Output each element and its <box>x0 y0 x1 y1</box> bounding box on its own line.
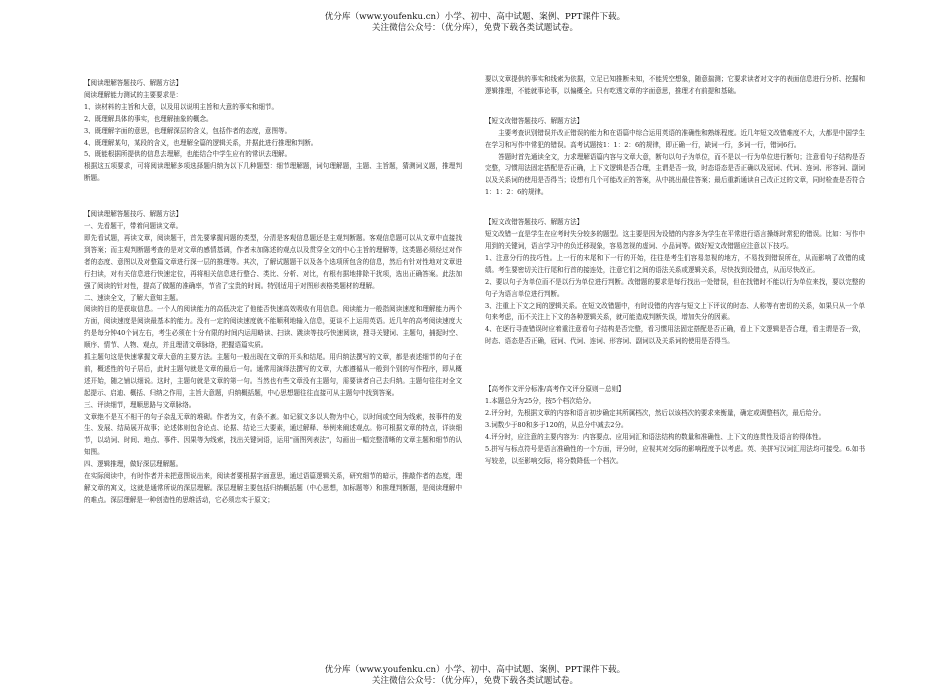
list-item: 3、注重上下文之间的逻辑关系。在短文改错题中，有时设错的内容与短文上下评议的时态、人称等有密切的关系，如果只从一个单句来考虑，而不关注上下文的各种逻辑关系，就可能造成判断失误，增加失分的因素。 <box>485 301 865 322</box>
footer-banner <box>0 665 950 687</box>
subheading: 四、逻辑推理，做好深层理解题。 <box>84 460 183 469</box>
paragraph: 答题时首先通读全文，力求理解语篇内容与文章大意，断句以句子为单位，而不是以一行为单位进行断句；注意看句子结构是否完整，习惯用法固定搭配是否正确，上下文逻辑是否合理，主谓是否一致，时态语态是否正确以及冠词、代词、连词、形容词、副词以及关系词的使用是否得当；设想有几个可能改正的答案，从中挑出最佳答案；最后重新通读自己改正过的文章，同时检查是否符合1：1：2：6的规律。 <box>485 152 865 197</box>
list-item: 4、既理解某句，某段的含义，也理解全篇的逻辑关系，并据此进行推理和判断。 <box>84 138 318 147</box>
paragraph: 文章绝不是互不相干的句子杂乱无章的堆砌。作者为文，有条不紊。如记叙文多以人物为中心，以时间或空间为线索，按事件的发生、发展、结局展开故事；论述体则包含论点、论据、结论三大要素，通过解释、举例来阐述观点。你可根据文章的特点，详读细节，以动词、时间、地点、事件、因果等为线索，找出关键词语，运用"画图列表法"，勾画出一幅完整清晰的文章主题和细节的认知图。 <box>84 412 462 457</box>
paragraph: 根据这五项要求，可将阅读理解多项选择题归纳为以下几种题型：细节理解题，词句理解题，主题、主旨题，猜测词义题，推理判断题。 <box>84 162 462 183</box>
section-title: 【阅读理解答题技巧、解题方法】 <box>84 210 183 219</box>
section-title: 【高考作文评分标准/高考作文评分原则－总则】 <box>485 385 625 394</box>
paragraph: 阅读理解能力测试的主要要求是： <box>84 90 183 99</box>
header-line-2: 关注微信公众号：（优分库），免费下载各类试题试卷。 <box>371 23 579 33</box>
paragraph: 抓主题句这是快速掌握文章大意的主要方法。主题句一般出现在文章的开头和结尾。用归纳法撰写的文章，都是表述细节的句子在前，概述性的句子居后，此时主题句就是文章的最后一句。通常用演绎法撰写的文章，大都遵循从一般到个别的写作程序，即从概述开始，随之铺以细说。这时，主题句就是文章的第一句。当然也有些文章没有主题句，需要读者自己去归纳。主题句往往对全文起提示、启迪、概括、归纳之作用，主旨大意题，归纳概括题，中心思想题往往直接可从主题句中找到答案。 <box>84 353 462 397</box>
section-title: 【短文改错答题技巧、解题方法】 <box>485 116 584 125</box>
header-banner <box>0 12 950 34</box>
list-item: 1.本题总分为25分，按5个档次给分。 <box>485 397 596 406</box>
left-column <box>84 78 462 507</box>
header-line-1: 优分库（www.youfenku.cn）小学、初中、高中试题、案例、PPT课件下载。 <box>324 12 626 22</box>
list-item: 2.评分时，先根据文章的内容和语言初步确定其所属档次，然后以该档次的要求来衡量，确定或调整档次，最后给分。 <box>485 408 826 417</box>
right-column <box>485 74 865 467</box>
subheading: 一、先看题干，带着问题读文章。 <box>84 222 183 231</box>
paragraph: 主要考查识别错误并改正错误的能力和在语篇中综合运用英语的准确性和熟练程度。近几年短文改错难度不大，大都是中国学生在学习和写作中常犯的错误。高考试题按1：1：2：6的规律，即正确一行，缺词一行，多词一行，错词6行。 <box>485 128 865 149</box>
list-item: 5、既能根据所提供的信息去理解，也能结合中学生应有的常识去理解。 <box>84 150 292 159</box>
list-item: 1、读材料的主旨和大意，以及用以说明主旨和大意的事实和细节。 <box>84 102 279 111</box>
section-title: 【阅读理解答题技巧、解题方法】 <box>84 79 183 87</box>
list-item: 5.拼写与标点符号是语言准确性的一个方面，评分时，应视其对交际的影响程度予以考虑。英、美拼写汉词汇用法均可接受。6.如书写较差，以至影响交际，将分数降低一个档次。 <box>485 444 865 465</box>
paragraph: 在实际阅读中，有时作者并未把意图说出来，阅读者要根据字面意思，通过语篇逻辑关系，研究细节的暗示，推敲作者的态度，理解文章的寓义，这就是通常所说的深层理解。深层理解主要包括归纳概括题（中心思想，加标题等）和推理判断题，是阅读理解中的难点。深层理解是一种创造性的思维活动，它必须忠实于原文； <box>84 472 462 504</box>
paragraph: 阅读的目的是获取信息。一个人的阅读能力的高低决定了他能否快速高效吸收有用信息。阅读能力一般指阅读速度和理解能力两个方面，阅读速度是阅读最基本的能力。没有一定的阅读速度就不能顺利地输入信息，更谈不上运用英语。近几年的高考阅读速度大约是每分钟40个词左右，考生必须在十分有限的时间内运用略读、扫读、跳读等技巧快速阅读，搜寻关键词、主题句，捕捉时空、顺序、情节、人物、观点，并且理清文章脉络，把握语篇实质。 <box>84 305 462 350</box>
footer-line-2: 关注微信公众号：（优分库），免费下载各类试题试卷。 <box>371 676 579 686</box>
list-item: 2、既理解具体的事实，也理解抽象的概念。 <box>84 114 213 123</box>
list-item: 4、在逐行寻查错误时应着重注意看句子结构是否完整，看习惯用法固定搭配是否正确，看上下文逻辑是否合理，看主谓是否一致，时态、语态是否正确，冠词、代词、连词、形容词、副词以及关系词的使用是否得当。 <box>485 325 865 346</box>
list-item: 4.评分时，应注意的主要内容为：内容要点、应用词汇和语法结构的数量和准确性、上下文的连贯性及语言的得体性。 <box>485 432 826 441</box>
section-title: 【短文改错答题技巧、解题方法】 <box>485 218 584 227</box>
subheading: 二、速读全文，了解大意知主题。 <box>84 293 183 302</box>
paragraph: 即先看试题，再读文章，阅读题干，首先要掌握问题的类型，分清是客观信息题还是主观判断题。客观信息题可以从文章中直接找到答案；而主观判断题考查的是对文章的感情基调，作者未加陈述的观点以及贯穿全文的中心主旨的理解等，这类题必须经过对作者的态度、意图以及对整篇文章进行深一层的推理等。其次，了解试题题干以及各个选项所包含的信息，然后有针对性地对文章进行扫读，对有关信息进行快速定位，再将相关信息进行整合、类比、分析、对比，有根有据地排除干扰项，选出正确答案。此法加强了阅读的针对性，提高了做题的准确率，节省了宝贵的时间。特别适用于对图形表格类题材的理解。 <box>84 233 462 290</box>
footer-line-1: 优分库（www.youfenku.cn）小学、初中、高中试题、案例、PPT课件下载。 <box>324 665 626 675</box>
paragraph: 短文改错一直是学生在应考时失分较多的题型。这主要是因为设错的内容多为学生在平常进行语言操练时常犯的错误。比如：写作中用到的关键词，语言学习中的负迁移现象，容易忽视的虚词、小品词等。做好短文改错题应注意以下技巧。 <box>485 230 865 250</box>
list-item: 3、既理解字面的意思，也理解深层的含义，包括作者的态度，意图等。 <box>84 126 292 135</box>
list-item: 1、注意分行的技巧性。上一行的末尾和下一行的开始，往往是考生们容易忽视的地方，不易找到错误所在，从而影响了改错的成绩。考生要密切关注行尾和行首的接连处，注意它们之间的语法关系或逻辑关系，尽快找到设错点，从而尽快改正。 <box>485 253 865 274</box>
subheading: 三、评读细节，理顺思路与文章脉络。 <box>84 400 196 409</box>
paragraph: 要以文章提供的事实和线索为依据，立足已知推断未知，不能凭空想象，随意揣测；它要求读者对文字的表面信息进行分析、挖掘和逻辑推理，不能就事论事，以偏概全。只有吃透文章的字面意思，推理才有前提和基础。 <box>485 75 865 95</box>
list-item: 2、要以句子为单位而不是以行为单位进行判断。改错题的要求是每行找出一处错误，但在找错时不能以行为单位来找，要以完整的句子为语言单位进行判断。 <box>485 277 865 298</box>
list-item: 3.词数少于80和多于120的，从总分中减去2分。 <box>485 420 628 429</box>
